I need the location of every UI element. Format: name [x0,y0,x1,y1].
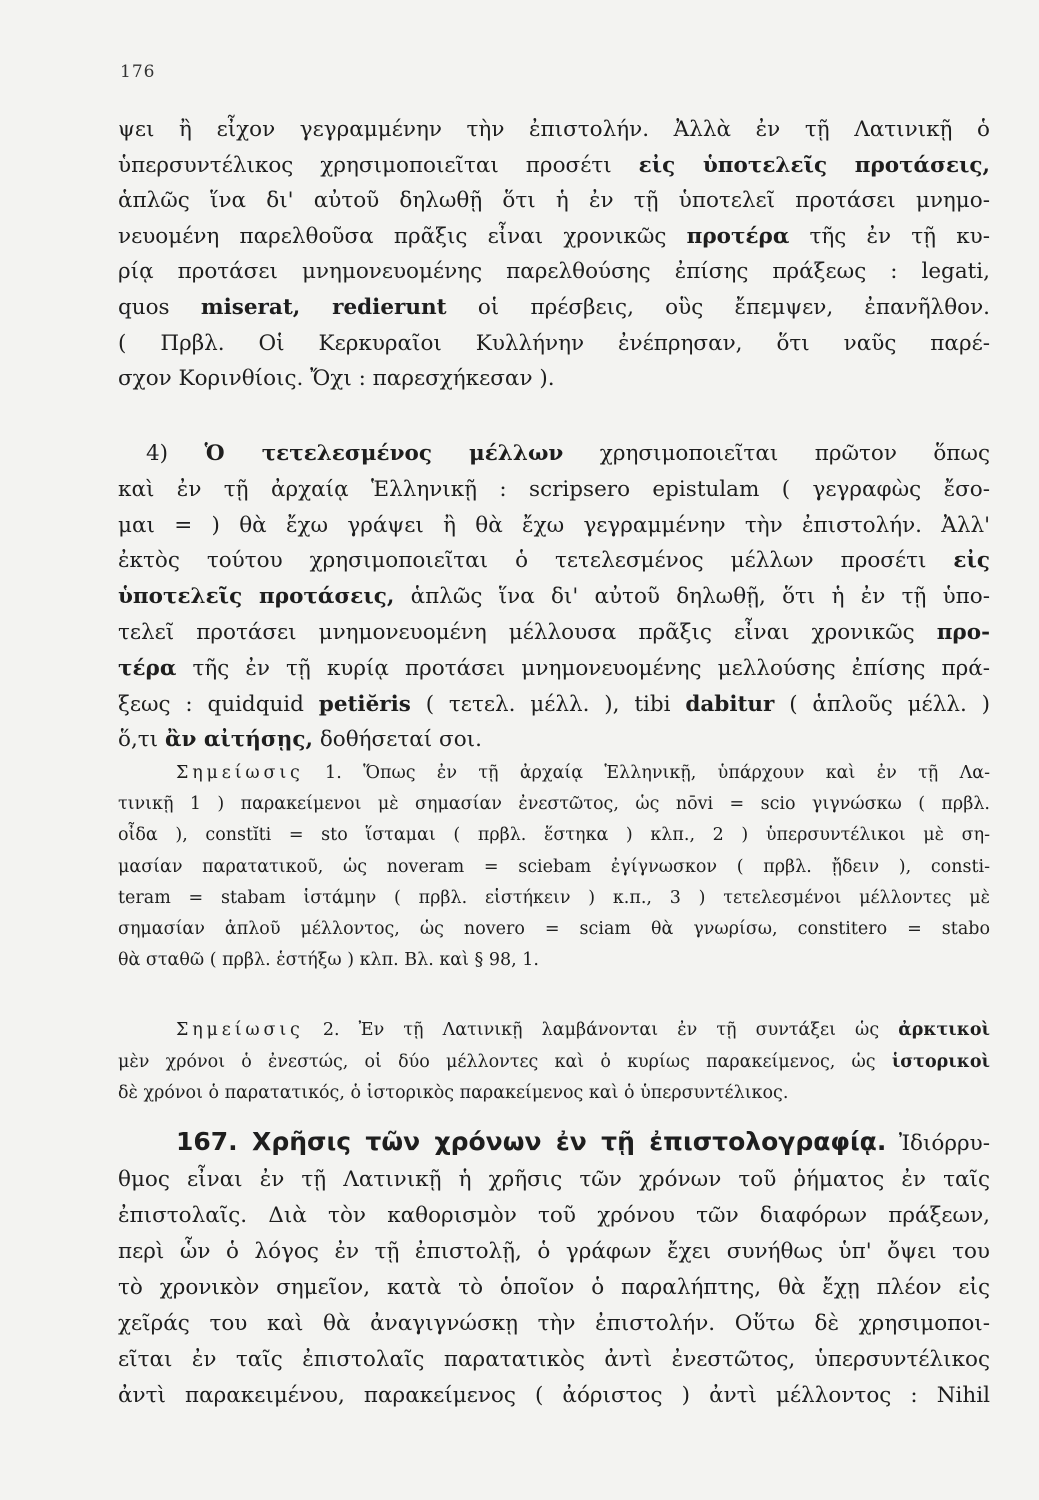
text-line: τὸ χρονικὸν σημεῖον, κατὰ τὸ ὁποῖον ὁ παραλήπτης, θὰ ἔχῃ πλέον εἰς [118,1275,990,1300]
emphasis: ἀρκτικοὶ [898,1020,990,1040]
text-line: ( Πρβλ. Οἱ Κερκυραῖοι Κυλλήνην ἐνέπρησαν, ὅτι ναῦς παρέ- [118,330,990,356]
text-line: ἁπλῶς ἵνα δι' αὐτοῦ δηλωθῇ ὅτι ἡ ἐν τῇ ὑποτελεῖ προτάσει μνημο- [118,188,990,214]
text-line: εῖται ἐν ταῖς ἐπιστολαῖς παρατατικὸς ἀντὶ ἐνεστῶτος, ὑπερσυντέλικος [118,1347,990,1372]
text-line: χεῖράς του καὶ θὰ ἀναγιγνώσκῃ τὴν ἐπιστολήν. Οὕτω δὲ χρησιμοποι- [118,1311,990,1336]
text-line: ρίᾳ προτάσει μνημονευομένης παρελθούσης ἐπίσης πράξεως : legati, [118,259,990,285]
text-line: μασίαν παρατατικοῦ, ὡς noveram = sciebam ἐγίγνωσκον ( πρβλ. ᾔδειν ), consti- [118,856,990,877]
text-line: θὰ σταθῶ ( πρβλ. ἑστήξω ) κλπ. Βλ. καὶ § 98, 1. [118,950,539,971]
note-label: Σημείωσις [176,1020,304,1040]
paragraph-pluperfect [118,112,990,397]
emphasis: προ- [936,619,990,645]
text-line: ὑποτελεῖς προτάσεις, ἁπλῶς ἵνα δι' αὐτοῦ δηλωθῇ, ὅτι ἡ ἐν τῇ ὑπο- [118,584,990,610]
text-line: Σημείωσις 2. Ἐν τῇ Λατινικῇ λαμβάνονται ἐν τῇ συντάξει ὡς ἀρκτικοὶ [176,1020,990,1040]
text-line: Σημείωσις 1. Ὅπως ἐν τῇ ἀρχαίᾳ Ἑλληνικῇ, ὑπάρχουν καὶ ἐν τῇ Λα- [176,763,990,783]
text-line: μαι = ) θὰ ἔχω γράψει ἢ θὰ ἔχω γεγραμμένην τὴν ἐπιστολήν. Ἀλλ' [118,512,990,538]
emphasis: εἰς [953,548,990,574]
emphasis: ἱστορικοὶ [891,1051,990,1072]
note-label: Σημείωσις [176,763,304,783]
text-line: καὶ ἐν τῇ ἀρχαίᾳ Ἑλληνικῇ : scripsero epistulam ( γεγραφὼς ἔσο- [118,476,990,502]
page-number: 176 [120,62,156,82]
text-line: νευομένη παρελθοῦσα πρᾶξις εἶναι χρονικῶς προτέρα τῆς ἐν τῇ κυ- [118,223,990,249]
text-line: τελεῖ προτάσει μνημονευομένη μέλλουσα πρᾶξις εἶναι χρονικῶς προ- [118,619,990,645]
text-line: ἐπιστολαῖς. Διὰ τὸν καθορισμὸν τοῦ χρόνου τῶν διαφόρων πράξεων, [118,1203,990,1228]
latin-emphasis: dabitur [685,691,775,717]
text-line: ὅ,τι ἂν αἰτήσῃς, δοθήσεταί σοι. [118,727,482,753]
emphasis: τέρα [118,655,177,681]
text-line: τέρα τῆς ἐν τῇ κυρίᾳ προτάσει μνημονευομένης μελλούσης ἐπίσης πρά- [118,655,990,681]
latin-emphasis: petiĕris [318,691,411,717]
text-line: teram = stabam ἱστάμην ( πρβλ. εἱστήκειν ) κ.π., 3 ) τετελεσμένοι μέλλοντες μὲ [118,887,990,908]
text-line: σχον Κορινθίοις. Ὄχι : παρεσχήκεσαν ). [118,366,555,392]
emphasis: ἂν αἰτήσῃς, [164,727,313,753]
text-line: μὲν χρόνοι ὁ ἐνεστώς, οἱ δύο μέλλοντες καὶ ὁ κυρίως παρακείμενος, ὡς ἱστορικοὶ [118,1051,990,1072]
text-line: quos miserat, redierunt οἱ πρέσβεις, οὓς ἔπεμψεν, ἐπανῆλθον. [118,294,990,320]
section-167 [118,1124,990,1414]
text-line: τινικῇ 1 ) παρακείμενοι μὲ σημασίαν ἐνεστῶτος, ὡς nōvi = scio γιγνώσκω ( πρβλ. [118,794,990,815]
text-line: ἀντὶ παρακειμένου, παρακείμενος ( ἀόριστος ) ἀντὶ μέλλοντος : Nihil [118,1383,990,1408]
emphasis: εἰς ὑποτελεῖς προτάσεις, [638,152,990,178]
section-heading: 167. Χρῆσις τῶν χρόνων ἐν τῇ ἐπιστολογραφίᾳ. [176,1127,887,1156]
paragraph-future-perfect [118,436,990,758]
text-line: περὶ ὧν ὁ λόγος ἐν τῇ ἐπιστολῇ, ὁ γράφων ἔχει συνήθως ὑπ' ὄψει του [118,1239,990,1264]
text-line: 167. Χρῆσις τῶν χρόνων ἐν τῇ ἐπιστολογραφίᾳ. Ἰδιόρρυ- [176,1127,990,1156]
text-line: 4) Ὁ τετελεσμένος μέλλων χρησιμοποιεῖται πρῶτον ὅπως [146,441,990,466]
emphasis: ὑποτελεῖς προτάσεις, [118,584,395,610]
text-line: οἶδα ), constĭti = sto ἵσταμαι ( πρβλ. ἕστηκα ) κλπ., 2 ) ὑπερσυντέλικοι μὲ ση- [118,825,990,846]
text-line: θμος εἶναι ἐν τῇ Λατινικῇ ἡ χρῆσις τῶν χρόνων τοῦ ῥήματος ἐν ταῖς [118,1167,990,1192]
emphasis: Ὁ τετελεσμένος μέλλων [204,441,564,466]
text-line: δὲ χρόνοι ὁ παρατατικός, ὁ ἱστορικὸς παρακείμενος καὶ ὁ ὑπερσυντέλικος. [118,1083,789,1103]
text-line: ἐκτὸς τούτου χρησιμοποιεῖται ὁ τετελεσμένος μέλλων προσέτι εἰς [118,548,990,574]
text-line: ὑπερσυντέλικος χρησιμοποιεῖται προσέτι εἰς ὑποτελεῖς προτάσεις, [118,152,990,178]
text-line: σημασίαν ἁπλοῦ μέλλοντος, ὡς novero = sciam θὰ γνωρίσω, constitero = stabo [118,919,990,940]
emphasis: προτέρα [686,223,790,249]
note-2 [118,1015,990,1110]
text-line: ψει ἢ εἶχον γεγραμμένην τὴν ἐπιστολήν. Ἀλλὰ ἐν τῇ Λατινικῇ ὁ [118,117,990,142]
text-line: ξεως : quidquid petiĕris ( τετελ. μέλλ. ), tibi dabitur ( ἁπλοῦς μέλλ. ) [118,691,990,717]
latin-emphasis: miserat, redierunt [200,294,447,320]
note-1 [118,758,990,976]
